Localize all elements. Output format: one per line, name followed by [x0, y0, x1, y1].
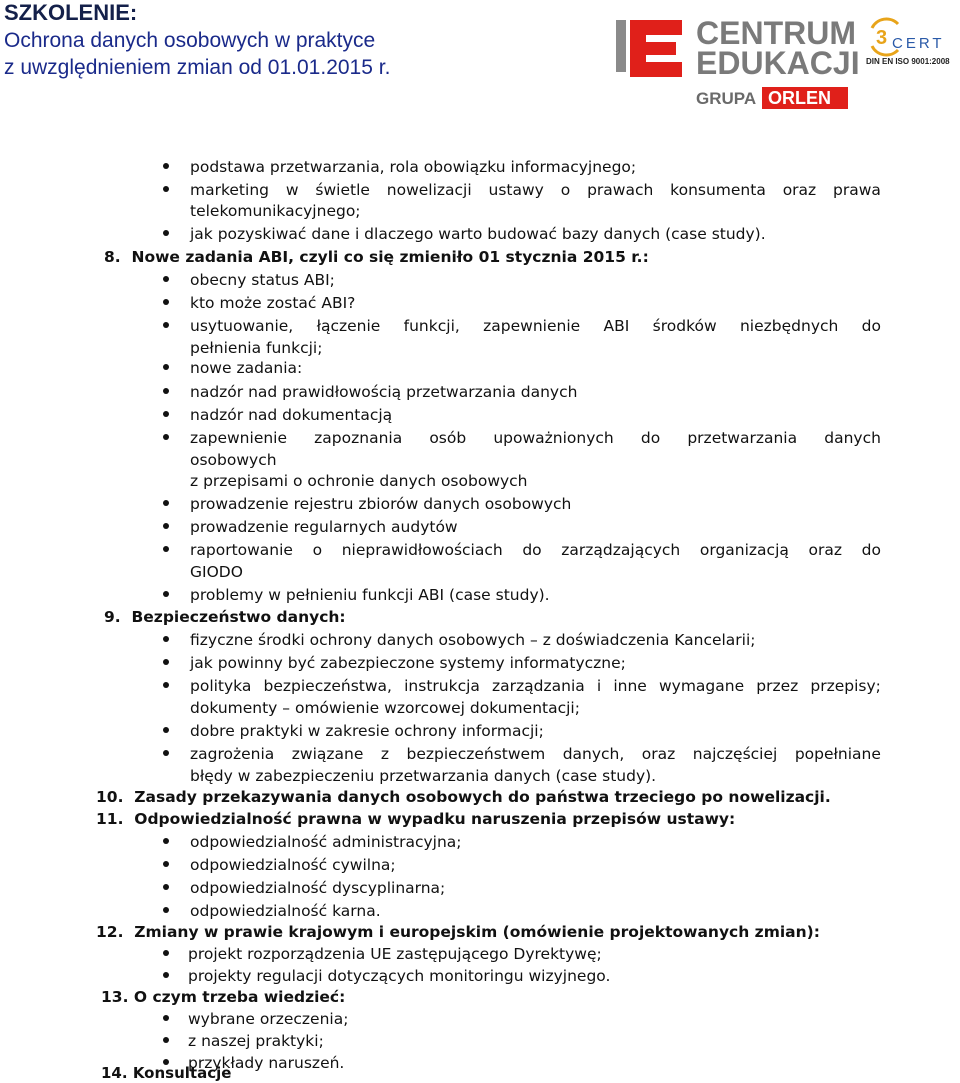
centrum-edukacji-logo — [614, 12, 954, 112]
list-item: odpowiedzialność dyscyplinarna; — [190, 879, 446, 897]
bullet-icon — [163, 950, 169, 956]
list-item-continuation: błędy w zabezpieczeniu przetwarzania danych (case study). — [190, 767, 657, 785]
list-item-continuation: pełnienia funkcji; — [190, 339, 323, 357]
list-item-continuation: telekomunikacyjnego; — [190, 202, 361, 220]
section-11-heading — [96, 809, 735, 829]
word: i — [596, 677, 602, 695]
word: organizacją — [699, 541, 789, 559]
word: zagrożenia — [190, 745, 275, 763]
section-title: Odpowiedzialność prawna w wypadku naruszenia przepisów ustawy: — [134, 810, 736, 828]
section-12-heading — [96, 922, 820, 942]
cert-number: 3 — [876, 27, 888, 49]
word: przepisy; — [810, 677, 881, 695]
word: łączenie — [316, 317, 381, 335]
word: danych — [824, 429, 881, 447]
list-item: z naszej praktyki; — [188, 1032, 324, 1050]
list-item: nadzór nad dokumentacją — [190, 406, 393, 424]
list-item-continuation: osobowych — [190, 451, 277, 469]
cert-text: CERT — [892, 35, 945, 52]
bullet-icon — [163, 861, 169, 867]
word: zapoznania — [314, 429, 403, 447]
list-item: podstawa przetwarzania, rola obowiązku informacyjnego; — [190, 158, 637, 176]
list-item-continuation: GIODO — [190, 563, 243, 581]
word: do — [861, 317, 881, 335]
word: upoważnionych — [493, 429, 614, 447]
list-item: przykłady naruszeń. — [188, 1054, 345, 1072]
section-number: 10. — [96, 788, 124, 806]
bullet-icon — [163, 1037, 169, 1043]
bullet-icon — [163, 972, 169, 978]
list-item: odpowiedzialność cywilna; — [190, 856, 396, 874]
list-item: nadzór nad prawidłowością przetwarzania danych — [190, 383, 578, 401]
bullet-icon — [163, 884, 169, 890]
bullet-icon — [163, 1015, 169, 1021]
bullet-icon — [163, 322, 169, 328]
word: związane — [291, 745, 364, 763]
word: zapewnienie — [190, 429, 288, 447]
bullet-icon — [163, 434, 169, 440]
section-title: Bezpieczeństwo danych: — [131, 608, 346, 626]
bullet-icon — [163, 636, 169, 642]
word: danych, — [562, 745, 625, 763]
training-subtitle-line2: z uwzględnieniem zmian od 01.01.2015 r. — [4, 56, 391, 79]
list-item: jak pozyskiwać dane i dlaczego warto budować bazy danych (case study). — [190, 225, 766, 243]
3cert-icon — [872, 19, 945, 55]
word: raportowanie — [190, 541, 293, 559]
word: przez — [756, 677, 799, 695]
section-title: Zasady przekazywania danych osobowych do państwa trzeciego po nowelizacji. — [134, 788, 831, 806]
section-10-heading — [96, 787, 831, 807]
word: świetle — [315, 181, 370, 199]
section-number: 11. — [96, 810, 124, 828]
word: oraz — [782, 181, 817, 199]
word: popełniane — [794, 745, 881, 763]
logo-line2: EDUKACJI — [696, 45, 860, 81]
word: ustawy — [488, 181, 544, 199]
bullet-icon — [163, 591, 169, 597]
section-number: 8. — [104, 248, 121, 266]
list-item: odpowiedzialność karna. — [190, 902, 381, 920]
list-item-justified — [190, 744, 881, 764]
word: nieprawidłowościach — [341, 541, 503, 559]
word: o — [560, 181, 571, 199]
word: środków — [652, 317, 717, 335]
word: oraz — [808, 541, 843, 559]
bullet-icon — [163, 299, 169, 305]
list-item-continuation: z przepisami o ochronie danych osobowych — [190, 472, 528, 490]
bullet-icon — [163, 500, 169, 506]
word: instrukcja — [404, 677, 480, 695]
list-item: odpowiedzialność administracyjna; — [190, 833, 462, 851]
bullet-icon — [163, 546, 169, 552]
page-title: SZKOLENIE: — [4, 0, 138, 25]
word: usytuowanie, — [190, 317, 294, 335]
word: funkcji, — [403, 317, 460, 335]
word: nowelizacji — [386, 181, 472, 199]
iso-label: DIN EN ISO 9001:2008 — [866, 57, 950, 66]
logo-line1: CENTRUM — [696, 15, 856, 51]
word: prawach — [587, 181, 654, 199]
bullet-icon — [163, 682, 169, 688]
section-number: 14. — [101, 1064, 128, 1082]
e-mark-icon — [616, 20, 682, 77]
word: zapewnienie — [483, 317, 581, 335]
word: niezbędnych — [739, 317, 839, 335]
list-item-justified — [190, 180, 881, 200]
bullet-icon — [163, 364, 169, 370]
word: w — [285, 181, 299, 199]
list-item: kto może zostać ABI? — [190, 294, 356, 312]
bullet-icon — [163, 411, 169, 417]
word: inne — [613, 677, 647, 695]
word: oraz — [641, 745, 676, 763]
word: do — [640, 429, 661, 447]
section-title: O czym trzeba wiedzieć: — [133, 988, 346, 1006]
word: polityka — [190, 677, 252, 695]
list-item: fizyczne środki ochrony danych osobowych – z doświadczenia Kancelarii; — [190, 631, 756, 649]
bullet-icon — [163, 388, 169, 394]
section-number: 9. — [104, 608, 121, 626]
word: bezpieczeństwem — [406, 745, 546, 763]
list-item: obecny status ABI; — [190, 271, 335, 289]
training-subtitle-line1: Ochrona danych osobowych w praktyce — [4, 29, 376, 52]
list-item: problemy w pełnieniu funkcji ABI (case study). — [190, 586, 550, 604]
list-item: projekt rozporządzenia UE zastępującego Dyrektywę; — [188, 945, 602, 963]
list-item: nowe zadania: — [190, 359, 303, 377]
section-8-heading — [104, 247, 649, 267]
word: ABI — [603, 317, 630, 335]
section-title: Nowe zadania ABI, czyli co się zmieniło 01 stycznia 2015 r.: — [131, 248, 649, 266]
bullet-icon — [163, 750, 169, 756]
list-item-justified — [190, 676, 881, 696]
word: zarządzania — [492, 677, 585, 695]
bullet-icon — [163, 230, 169, 236]
list-item-continuation: dokumenty – omówienie wzorcowej dokumentacji; — [190, 699, 580, 717]
word: do — [861, 541, 881, 559]
section-9-heading — [104, 607, 346, 627]
word: wymagane — [658, 677, 745, 695]
word: zarządzających — [561, 541, 681, 559]
word: osób — [429, 429, 467, 447]
word: przetwarzania — [687, 429, 798, 447]
list-item: jak powinny być zabezpieczone systemy informatyczne; — [190, 654, 626, 672]
section-title: Konsultacje — [132, 1064, 232, 1082]
list-item: wybrane orzeczenia; — [188, 1010, 349, 1028]
section-13-heading — [101, 987, 345, 1007]
list-item: dobre praktyki w zakresie ochrony informacji; — [190, 722, 544, 740]
bullet-icon — [163, 659, 169, 665]
list-item-justified — [190, 540, 881, 560]
section-title: Zmiany w prawie krajowym i europejskim (omówienie projektowanych zmian): — [134, 923, 820, 941]
section-14-heading — [101, 1063, 231, 1083]
bullet-icon — [163, 907, 169, 913]
section-number: 13. — [101, 988, 129, 1006]
bullet-icon — [163, 276, 169, 282]
word: najczęściej — [692, 745, 778, 763]
section-number: 12. — [96, 923, 124, 941]
word: prawa — [833, 181, 881, 199]
list-item-justified — [190, 316, 881, 336]
word: o — [312, 541, 323, 559]
word: bezpieczeństwa, — [263, 677, 392, 695]
list-item: prowadzenie rejestru zbiorów danych osobowych — [190, 495, 572, 513]
list-item: prowadzenie regularnych audytów — [190, 518, 458, 536]
bullet-icon — [163, 727, 169, 733]
bullet-icon — [163, 163, 169, 169]
word: do — [522, 541, 542, 559]
logo-orlen: ORLEN — [768, 88, 831, 108]
bullet-icon — [163, 186, 169, 192]
logo-group: GRUPA — [696, 89, 757, 108]
bullet-icon — [163, 838, 169, 844]
word: konsumenta — [670, 181, 766, 199]
list-item-justified — [190, 428, 881, 448]
bullet-icon — [163, 523, 169, 529]
list-item: projekty regulacji dotyczących monitoringu wizyjnego. — [188, 967, 611, 985]
word: marketing — [190, 181, 269, 199]
word: z — [380, 745, 390, 763]
